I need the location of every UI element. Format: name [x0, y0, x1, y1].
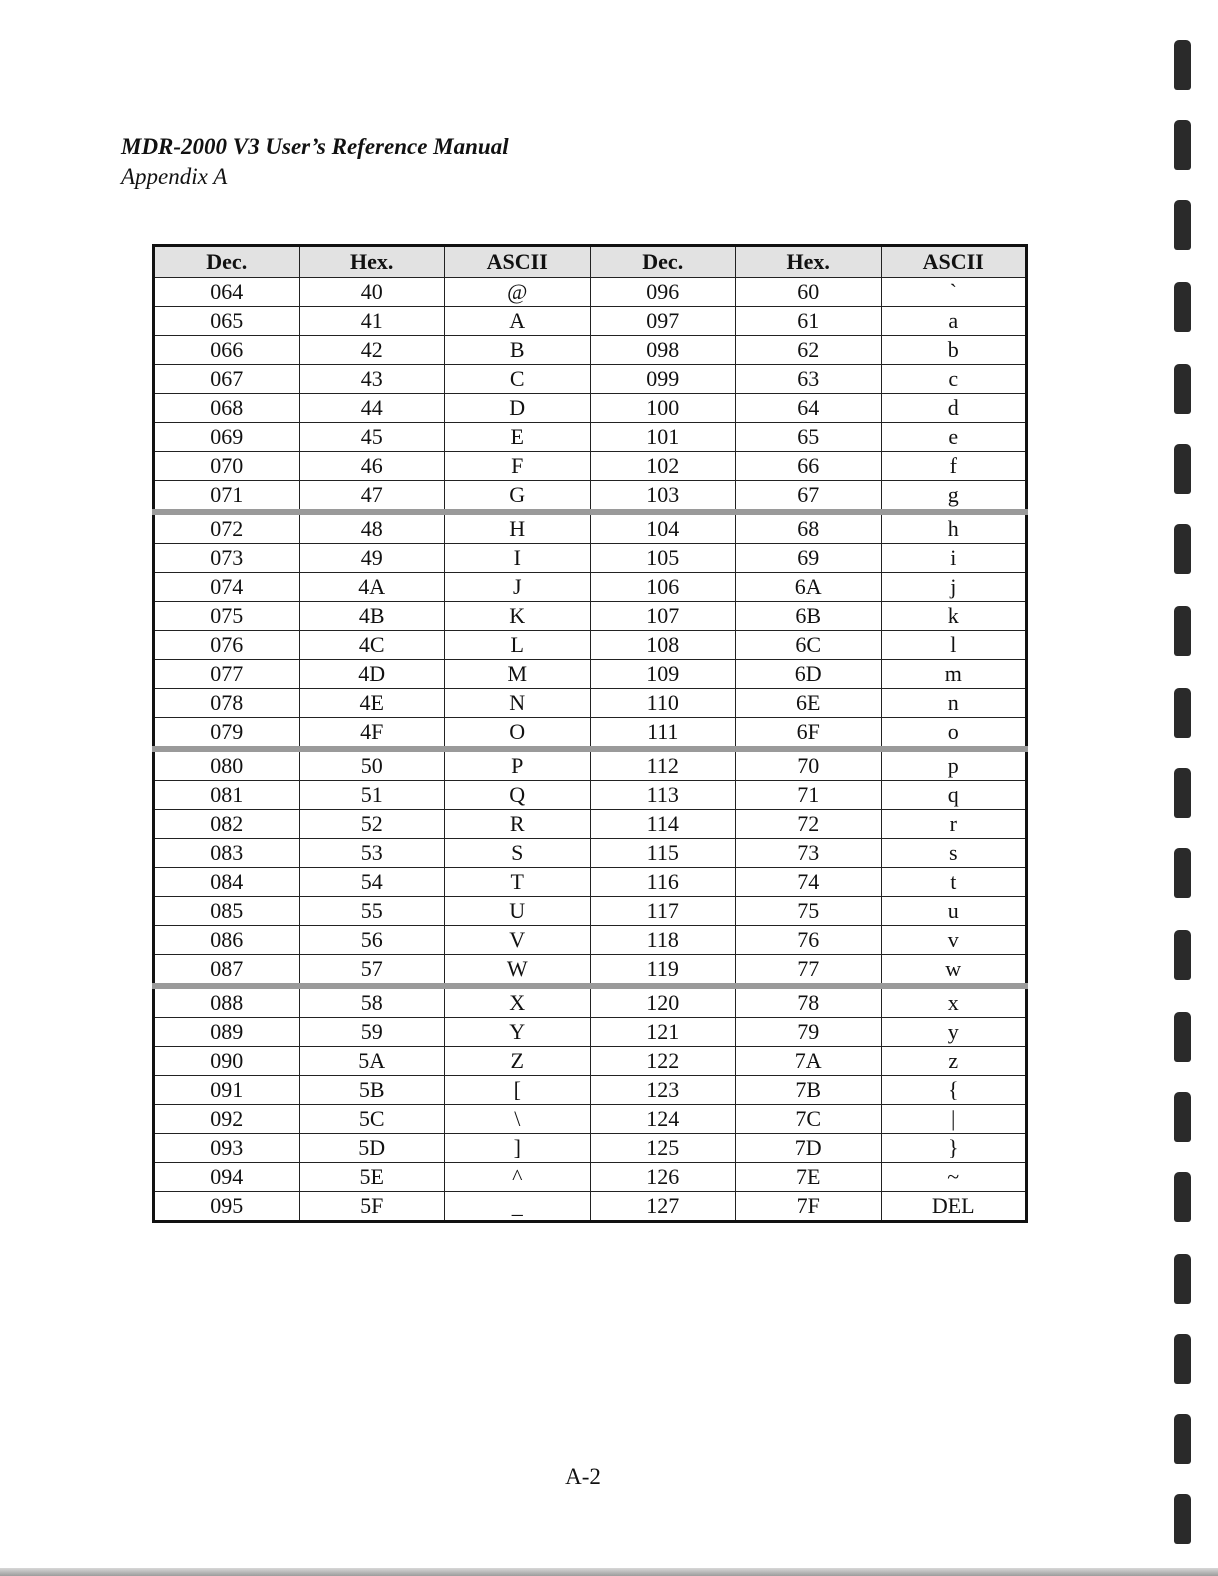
- hex-cell: 65: [736, 423, 882, 452]
- header-row: [154, 246, 1027, 278]
- ascii-cell: [: [445, 1076, 591, 1105]
- hex-cell: 45: [299, 423, 445, 452]
- dec-cell: 113: [590, 781, 736, 810]
- dec-cell: 110: [590, 689, 736, 718]
- table-body: [154, 278, 1027, 1222]
- ascii-cell: y: [881, 1018, 1027, 1047]
- dec-cell: 069: [154, 423, 300, 452]
- ascii-cell: F: [445, 452, 591, 481]
- dec-cell: 088: [154, 986, 300, 1018]
- binder-hole: [1174, 768, 1191, 818]
- binder-hole: [1174, 1172, 1191, 1222]
- dec-cell: 072: [154, 512, 300, 544]
- hex-cell: 70: [736, 749, 882, 781]
- dec-cell: 102: [590, 452, 736, 481]
- ascii-cell: ]: [445, 1134, 591, 1163]
- hex-cell: 74: [736, 868, 882, 897]
- dec-cell: 070: [154, 452, 300, 481]
- ascii-cell: r: [881, 810, 1027, 839]
- hex-cell: 79: [736, 1018, 882, 1047]
- table-row: [154, 423, 1027, 452]
- dec-cell: 116: [590, 868, 736, 897]
- hex-cell: 6A: [736, 573, 882, 602]
- hex-cell: 6E: [736, 689, 882, 718]
- table-row: [154, 1134, 1027, 1163]
- dec-cell: 071: [154, 481, 300, 513]
- table-row: [154, 278, 1027, 307]
- ascii-cell: O: [445, 718, 591, 750]
- ascii-cell: {: [881, 1076, 1027, 1105]
- dec-cell: 106: [590, 573, 736, 602]
- ascii-cell: a: [881, 307, 1027, 336]
- binder-hole: [1174, 444, 1191, 494]
- dec-cell: 125: [590, 1134, 736, 1163]
- appendix-title: Appendix A: [121, 164, 228, 189]
- hex-cell: 41: [299, 307, 445, 336]
- ascii-cell: H: [445, 512, 591, 544]
- hex-cell: 7C: [736, 1105, 882, 1134]
- hex-cell: 54: [299, 868, 445, 897]
- ascii-cell: n: [881, 689, 1027, 718]
- ascii-cell: E: [445, 423, 591, 452]
- ascii-cell: e: [881, 423, 1027, 452]
- table-row: [154, 718, 1027, 750]
- ascii-cell: @: [445, 278, 591, 307]
- hex-cell: 4D: [299, 660, 445, 689]
- hex-cell: 5D: [299, 1134, 445, 1163]
- binder-hole: [1174, 688, 1191, 738]
- hex-cell: 7D: [736, 1134, 882, 1163]
- table-row: [154, 986, 1027, 1018]
- ascii-cell: U: [445, 897, 591, 926]
- ascii-cell: Z: [445, 1047, 591, 1076]
- table-header: [154, 246, 1027, 278]
- dec-cell: 077: [154, 660, 300, 689]
- document-header: [121, 132, 509, 192]
- hex-cell: 47: [299, 481, 445, 513]
- dec-cell: 086: [154, 926, 300, 955]
- dec-cell: 108: [590, 631, 736, 660]
- ascii-cell: D: [445, 394, 591, 423]
- dec-cell: 093: [154, 1134, 300, 1163]
- ascii-cell: L: [445, 631, 591, 660]
- hex-cell: 60: [736, 278, 882, 307]
- dec-cell: 082: [154, 810, 300, 839]
- dec-cell: 075: [154, 602, 300, 631]
- col-header-ascii-2: ASCII: [881, 246, 1027, 278]
- hex-cell: 6C: [736, 631, 882, 660]
- ascii-cell: w: [881, 955, 1027, 987]
- binder-hole: [1174, 1494, 1191, 1544]
- hex-cell: 6D: [736, 660, 882, 689]
- binder-hole: [1174, 200, 1191, 250]
- table-row: [154, 926, 1027, 955]
- binder-hole: [1174, 1012, 1191, 1062]
- ascii-cell: Q: [445, 781, 591, 810]
- hex-cell: 67: [736, 481, 882, 513]
- table-row: [154, 336, 1027, 365]
- hex-cell: 5C: [299, 1105, 445, 1134]
- dec-cell: 111: [590, 718, 736, 750]
- dec-cell: 117: [590, 897, 736, 926]
- scan-bottom-edge: [0, 1568, 1218, 1576]
- table-row: [154, 868, 1027, 897]
- table-row: [154, 749, 1027, 781]
- table-row: [154, 1192, 1027, 1222]
- ascii-cell: q: [881, 781, 1027, 810]
- hex-cell: 77: [736, 955, 882, 987]
- dec-cell: 091: [154, 1076, 300, 1105]
- col-header-hex: Hex.: [299, 246, 445, 278]
- ascii-cell: X: [445, 986, 591, 1018]
- table-row: [154, 897, 1027, 926]
- dec-cell: 114: [590, 810, 736, 839]
- hex-cell: 7F: [736, 1192, 882, 1222]
- hex-cell: 71: [736, 781, 882, 810]
- dec-cell: 103: [590, 481, 736, 513]
- table-row: [154, 481, 1027, 513]
- dec-cell: 066: [154, 336, 300, 365]
- ascii-cell: N: [445, 689, 591, 718]
- dec-cell: 100: [590, 394, 736, 423]
- ascii-cell: P: [445, 749, 591, 781]
- binder-hole: [1174, 282, 1191, 332]
- col-header-dec: Dec.: [154, 246, 300, 278]
- hex-cell: 5A: [299, 1047, 445, 1076]
- binder-hole: [1174, 40, 1191, 90]
- table-row: [154, 573, 1027, 602]
- binder-hole: [1174, 120, 1191, 170]
- binder-hole: [1174, 1334, 1191, 1384]
- ascii-cell: u: [881, 897, 1027, 926]
- dec-cell: 076: [154, 631, 300, 660]
- dec-cell: 080: [154, 749, 300, 781]
- hex-cell: 53: [299, 839, 445, 868]
- hex-cell: 7A: [736, 1047, 882, 1076]
- ascii-cell: R: [445, 810, 591, 839]
- ascii-cell: d: [881, 394, 1027, 423]
- hex-cell: 76: [736, 926, 882, 955]
- ascii-cell: t: [881, 868, 1027, 897]
- hex-cell: 66: [736, 452, 882, 481]
- dec-cell: 126: [590, 1163, 736, 1192]
- ascii-cell: |: [881, 1105, 1027, 1134]
- hex-cell: 56: [299, 926, 445, 955]
- hex-cell: 4A: [299, 573, 445, 602]
- hex-cell: 61: [736, 307, 882, 336]
- ascii-cell: f: [881, 452, 1027, 481]
- dec-cell: 115: [590, 839, 736, 868]
- hex-cell: 4E: [299, 689, 445, 718]
- table-row: [154, 1105, 1027, 1134]
- ascii-cell: i: [881, 544, 1027, 573]
- binder-hole: [1174, 364, 1191, 414]
- dec-cell: 067: [154, 365, 300, 394]
- col-header-dec-2: Dec.: [590, 246, 736, 278]
- ascii-cell: g: [881, 481, 1027, 513]
- dec-cell: 120: [590, 986, 736, 1018]
- dec-cell: 101: [590, 423, 736, 452]
- dec-cell: 073: [154, 544, 300, 573]
- ascii-cell: c: [881, 365, 1027, 394]
- table-row: [154, 689, 1027, 718]
- dec-cell: 119: [590, 955, 736, 987]
- dec-cell: 092: [154, 1105, 300, 1134]
- ascii-cell: _: [445, 1192, 591, 1222]
- hex-cell: 62: [736, 336, 882, 365]
- binder-hole: [1174, 930, 1191, 980]
- ascii-cell: M: [445, 660, 591, 689]
- hex-cell: 6B: [736, 602, 882, 631]
- table-row: [154, 602, 1027, 631]
- dec-cell: 083: [154, 839, 300, 868]
- dec-cell: 127: [590, 1192, 736, 1222]
- table-row: [154, 1047, 1027, 1076]
- table-row: [154, 1163, 1027, 1192]
- binder-hole: [1174, 1254, 1191, 1304]
- ascii-cell: p: [881, 749, 1027, 781]
- hex-cell: 40: [299, 278, 445, 307]
- dec-cell: 099: [590, 365, 736, 394]
- ascii-cell: V: [445, 926, 591, 955]
- hex-cell: 4F: [299, 718, 445, 750]
- binder-hole: [1174, 1092, 1191, 1142]
- ascii-cell: z: [881, 1047, 1027, 1076]
- ascii-cell: C: [445, 365, 591, 394]
- dec-cell: 104: [590, 512, 736, 544]
- col-header-hex-2: Hex.: [736, 246, 882, 278]
- ascii-cell: v: [881, 926, 1027, 955]
- table-row: [154, 394, 1027, 423]
- binder-hole: [1174, 524, 1191, 574]
- hex-cell: 43: [299, 365, 445, 394]
- dec-cell: 078: [154, 689, 300, 718]
- dec-cell: 124: [590, 1105, 736, 1134]
- dec-cell: 094: [154, 1163, 300, 1192]
- hex-cell: 5B: [299, 1076, 445, 1105]
- ascii-cell: `: [881, 278, 1027, 307]
- hex-cell: 6F: [736, 718, 882, 750]
- dec-cell: 122: [590, 1047, 736, 1076]
- ascii-cell: T: [445, 868, 591, 897]
- hex-cell: 49: [299, 544, 445, 573]
- hex-cell: 68: [736, 512, 882, 544]
- hex-cell: 57: [299, 955, 445, 987]
- hex-cell: 46: [299, 452, 445, 481]
- hex-cell: 5F: [299, 1192, 445, 1222]
- dec-cell: 089: [154, 1018, 300, 1047]
- binder-hole: [1174, 1414, 1191, 1464]
- binder-holes: [1174, 0, 1194, 1576]
- ascii-cell: A: [445, 307, 591, 336]
- hex-cell: 51: [299, 781, 445, 810]
- ascii-cell: I: [445, 544, 591, 573]
- binder-hole: [1174, 848, 1191, 898]
- hex-cell: 50: [299, 749, 445, 781]
- hex-cell: 73: [736, 839, 882, 868]
- hex-cell: 52: [299, 810, 445, 839]
- ascii-cell: j: [881, 573, 1027, 602]
- ascii-cell: DEL: [881, 1192, 1027, 1222]
- table-row: [154, 512, 1027, 544]
- ascii-cell: B: [445, 336, 591, 365]
- dec-cell: 096: [590, 278, 736, 307]
- dec-cell: 118: [590, 926, 736, 955]
- ascii-cell: b: [881, 336, 1027, 365]
- ascii-cell: ~: [881, 1163, 1027, 1192]
- hex-cell: 7B: [736, 1076, 882, 1105]
- hex-cell: 69: [736, 544, 882, 573]
- dec-cell: 084: [154, 868, 300, 897]
- hex-cell: 4C: [299, 631, 445, 660]
- col-header-ascii: ASCII: [445, 246, 591, 278]
- ascii-cell: ^: [445, 1163, 591, 1192]
- hex-cell: 58: [299, 986, 445, 1018]
- ascii-cell: K: [445, 602, 591, 631]
- table-row: [154, 365, 1027, 394]
- ascii-cell: k: [881, 602, 1027, 631]
- ascii-cell: o: [881, 718, 1027, 750]
- dec-cell: 107: [590, 602, 736, 631]
- hex-cell: 42: [299, 336, 445, 365]
- ascii-cell: s: [881, 839, 1027, 868]
- ascii-cell: Y: [445, 1018, 591, 1047]
- table-row: [154, 1076, 1027, 1105]
- table-row: [154, 307, 1027, 336]
- table-row: [154, 544, 1027, 573]
- hex-cell: 44: [299, 394, 445, 423]
- table-row: [154, 955, 1027, 987]
- ascii-cell: l: [881, 631, 1027, 660]
- hex-cell: 7E: [736, 1163, 882, 1192]
- hex-cell: 55: [299, 897, 445, 926]
- table-row: [154, 1018, 1027, 1047]
- dec-cell: 098: [590, 336, 736, 365]
- dec-cell: 065: [154, 307, 300, 336]
- dec-cell: 109: [590, 660, 736, 689]
- hex-cell: 4B: [299, 602, 445, 631]
- table-row: [154, 660, 1027, 689]
- ascii-cell: \: [445, 1105, 591, 1134]
- dec-cell: 068: [154, 394, 300, 423]
- hex-cell: 75: [736, 897, 882, 926]
- ascii-cell: m: [881, 660, 1027, 689]
- dec-cell: 112: [590, 749, 736, 781]
- dec-cell: 095: [154, 1192, 300, 1222]
- hex-cell: 48: [299, 512, 445, 544]
- page-number: A-2: [565, 1464, 601, 1489]
- ascii-cell: h: [881, 512, 1027, 544]
- ascii-cell: W: [445, 955, 591, 987]
- ascii-cell: x: [881, 986, 1027, 1018]
- manual-title: MDR-2000 V3 User’s Reference Manual: [121, 134, 509, 159]
- dec-cell: 079: [154, 718, 300, 750]
- ascii-cell: }: [881, 1134, 1027, 1163]
- dec-cell: 064: [154, 278, 300, 307]
- hex-cell: 72: [736, 810, 882, 839]
- ascii-code-table: [152, 244, 1028, 1223]
- table-row: [154, 839, 1027, 868]
- dec-cell: 121: [590, 1018, 736, 1047]
- binder-hole: [1174, 606, 1191, 656]
- dec-cell: 085: [154, 897, 300, 926]
- table-row: [154, 452, 1027, 481]
- table-row: [154, 631, 1027, 660]
- dec-cell: 087: [154, 955, 300, 987]
- dec-cell: 105: [590, 544, 736, 573]
- hex-cell: 78: [736, 986, 882, 1018]
- dec-cell: 097: [590, 307, 736, 336]
- hex-cell: 59: [299, 1018, 445, 1047]
- table-row: [154, 781, 1027, 810]
- hex-cell: 63: [736, 365, 882, 394]
- hex-cell: 5E: [299, 1163, 445, 1192]
- ascii-cell: J: [445, 573, 591, 602]
- dec-cell: 090: [154, 1047, 300, 1076]
- dec-cell: 081: [154, 781, 300, 810]
- ascii-cell: S: [445, 839, 591, 868]
- dec-cell: 123: [590, 1076, 736, 1105]
- ascii-cell: G: [445, 481, 591, 513]
- hex-cell: 64: [736, 394, 882, 423]
- dec-cell: 074: [154, 573, 300, 602]
- table-row: [154, 810, 1027, 839]
